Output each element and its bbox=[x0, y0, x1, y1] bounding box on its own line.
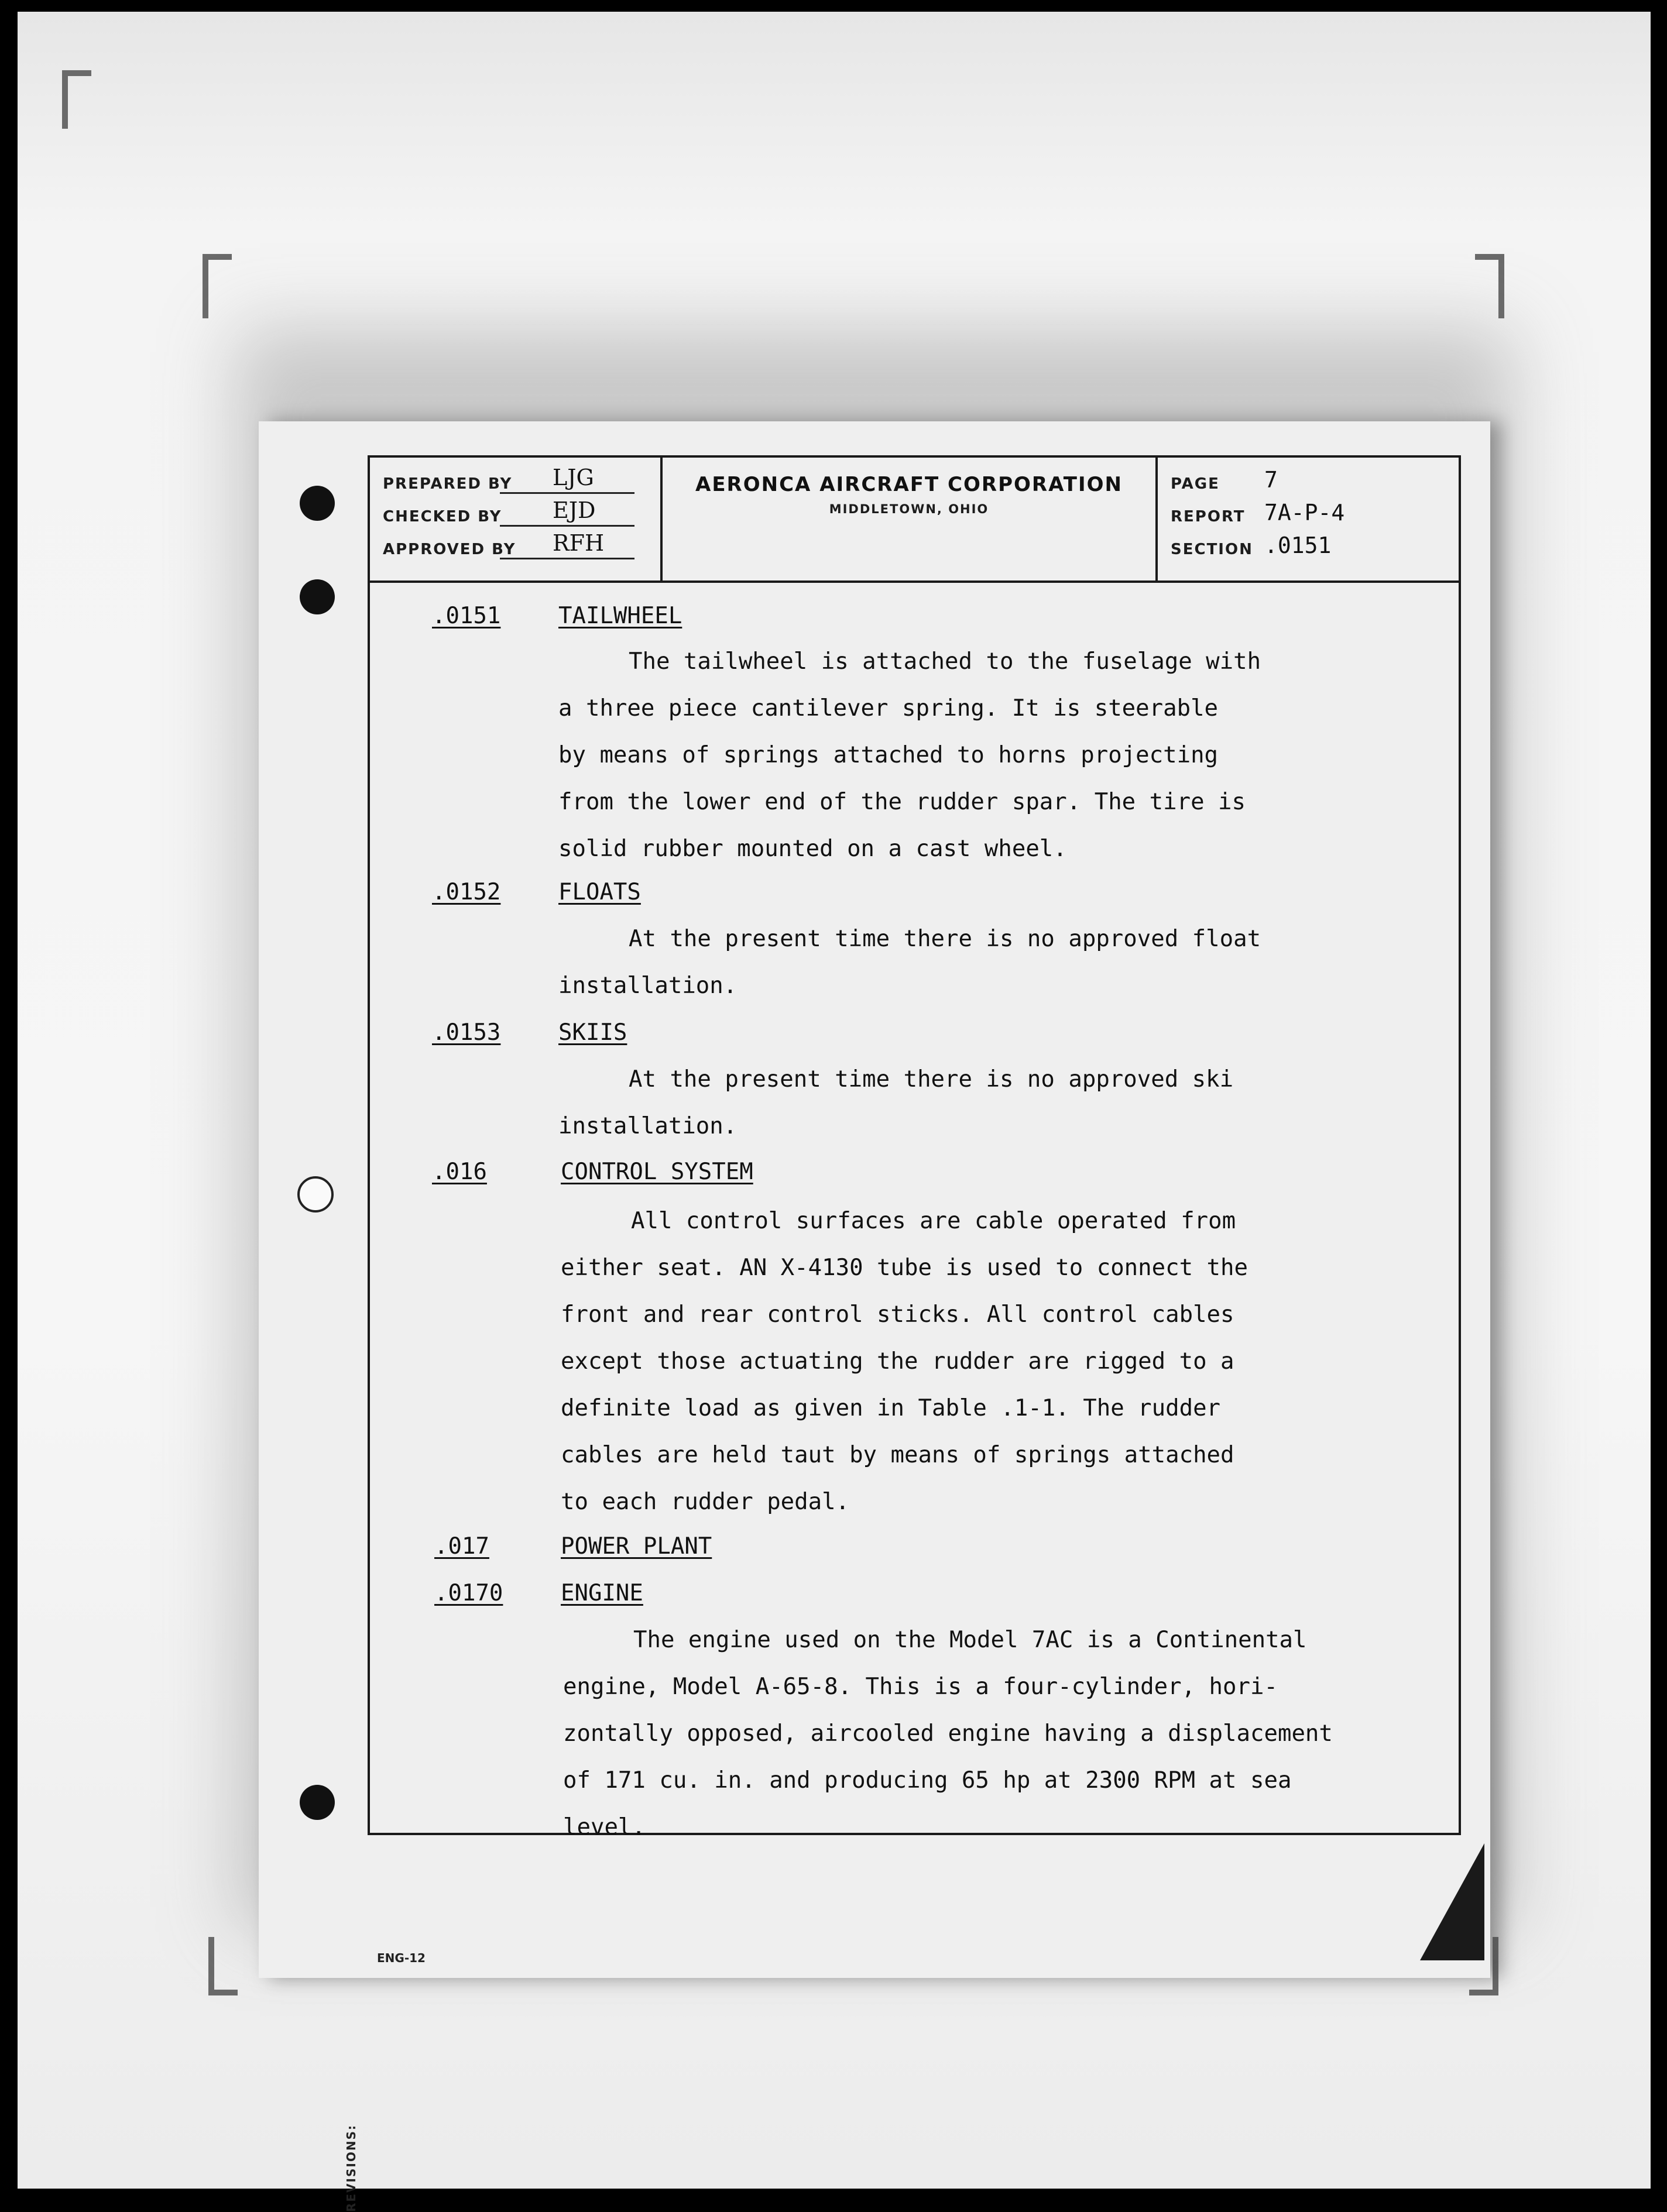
checked-label: CHECKED BY bbox=[383, 508, 502, 525]
document-body bbox=[370, 583, 1459, 1840]
paragraph-line: definite load as given in Table .1-1. The rudder bbox=[561, 1395, 1221, 1421]
revisions-label: REVISIONS: bbox=[344, 2124, 358, 2212]
section-title: POWER PLANT bbox=[561, 1533, 712, 1560]
section-label: SECTION bbox=[1171, 541, 1253, 558]
approved-value: RFH bbox=[553, 530, 605, 556]
paragraph-line: of 171 cu. in. and producing 65 hp at 2300 RPM at sea bbox=[563, 1767, 1292, 1794]
paragraph-line: engine, Model A-65-8. This is a four-cylinder, hori- bbox=[563, 1674, 1278, 1700]
binder-hole bbox=[300, 579, 335, 614]
signature-line bbox=[500, 492, 634, 494]
paragraph-line: The tailwheel is attached to the fuselage with bbox=[629, 648, 1261, 675]
paragraph-line: cables are held taut by means of springs attached bbox=[561, 1442, 1234, 1468]
binder-hole bbox=[300, 1785, 335, 1820]
section-title: TAILWHEEL bbox=[558, 603, 682, 629]
approved-row bbox=[383, 531, 652, 562]
section-number: .017 bbox=[434, 1533, 489, 1560]
approved-label: APPROVED BY bbox=[383, 541, 516, 558]
paragraph-line: from the lower end of the rudder spar. The tire is bbox=[558, 789, 1246, 815]
paragraph-line: either seat. AN X-4130 tube is used to connect the bbox=[561, 1255, 1248, 1281]
crop-mark bbox=[62, 70, 91, 129]
signoff-block bbox=[370, 458, 663, 581]
paragraph-line: All control surfaces are cable operated from bbox=[631, 1208, 1236, 1234]
section-number: .0170 bbox=[434, 1580, 503, 1606]
prepared-row bbox=[383, 466, 652, 496]
paragraph-line: level. bbox=[563, 1814, 646, 1840]
section-number: .0151 bbox=[432, 603, 501, 629]
page-number: 7 bbox=[1264, 467, 1278, 493]
section-title: FLOATS bbox=[558, 879, 641, 905]
paragraph-line: to each rudder pedal. bbox=[561, 1489, 850, 1515]
page-label: PAGE bbox=[1171, 475, 1220, 493]
signature-line bbox=[500, 558, 634, 559]
paragraph-line: At the present time there is no approved float bbox=[629, 926, 1261, 952]
section-row bbox=[1171, 531, 1452, 562]
report-meta-block bbox=[1155, 458, 1461, 581]
paragraph-line: by means of springs attached to horns projecting bbox=[558, 742, 1219, 768]
photo-frame bbox=[18, 12, 1651, 2212]
crop-mark bbox=[203, 254, 232, 318]
prepared-label: PREPARED BY bbox=[383, 475, 513, 493]
section-title: ENGINE bbox=[561, 1580, 643, 1606]
paragraph-line: installation. bbox=[558, 973, 738, 999]
checked-value: EJD bbox=[553, 497, 596, 523]
report-label: REPORT bbox=[1171, 508, 1246, 525]
paragraph-line: except those actuating the rudder are rigged to a bbox=[561, 1348, 1234, 1375]
signature-line bbox=[500, 525, 634, 527]
paragraph-line: At the present time there is no approved ski bbox=[629, 1066, 1234, 1093]
paragraph-line: a three piece cantilever spring. It is steerable bbox=[558, 695, 1219, 722]
paragraph-line: zontally opposed, aircooled engine having a displacement bbox=[563, 1720, 1333, 1747]
binder-hole bbox=[297, 1176, 334, 1213]
section-number: .016 bbox=[432, 1159, 487, 1185]
prepared-value: LJG bbox=[553, 465, 594, 490]
document-sheet bbox=[259, 421, 1490, 2212]
crop-mark bbox=[1475, 254, 1504, 318]
paragraph-line: installation. bbox=[558, 1113, 738, 1139]
report-row bbox=[1171, 499, 1452, 529]
company-name: AERONCA AIRCRAFT CORPORATION bbox=[695, 473, 1123, 496]
crop-mark bbox=[208, 1937, 238, 1995]
form-code: ENG-12 bbox=[377, 1951, 426, 1965]
report-number: 7A-P-4 bbox=[1264, 500, 1345, 525]
corner-tab bbox=[1420, 1843, 1484, 1960]
page-row bbox=[1171, 466, 1452, 496]
form-header bbox=[370, 458, 1459, 583]
paragraph-line: solid rubber mounted on a cast wheel. bbox=[558, 836, 1067, 862]
company-location: MIDDLETOWN, OHIO bbox=[829, 502, 989, 516]
form-border bbox=[368, 455, 1461, 1840]
section-number: .0153 bbox=[432, 1019, 501, 1046]
section-number: .0151 bbox=[1264, 533, 1332, 558]
section-number: .0152 bbox=[432, 879, 501, 905]
section-title: CONTROL SYSTEM bbox=[561, 1159, 753, 1185]
paragraph-line: front and rear control sticks. All control cables bbox=[561, 1301, 1234, 1328]
checked-row bbox=[383, 499, 652, 529]
paragraph-line: The engine used on the Model 7AC is a Continental bbox=[633, 1627, 1307, 1653]
binder-hole bbox=[300, 486, 335, 521]
section-title: SKIIS bbox=[558, 1019, 627, 1046]
